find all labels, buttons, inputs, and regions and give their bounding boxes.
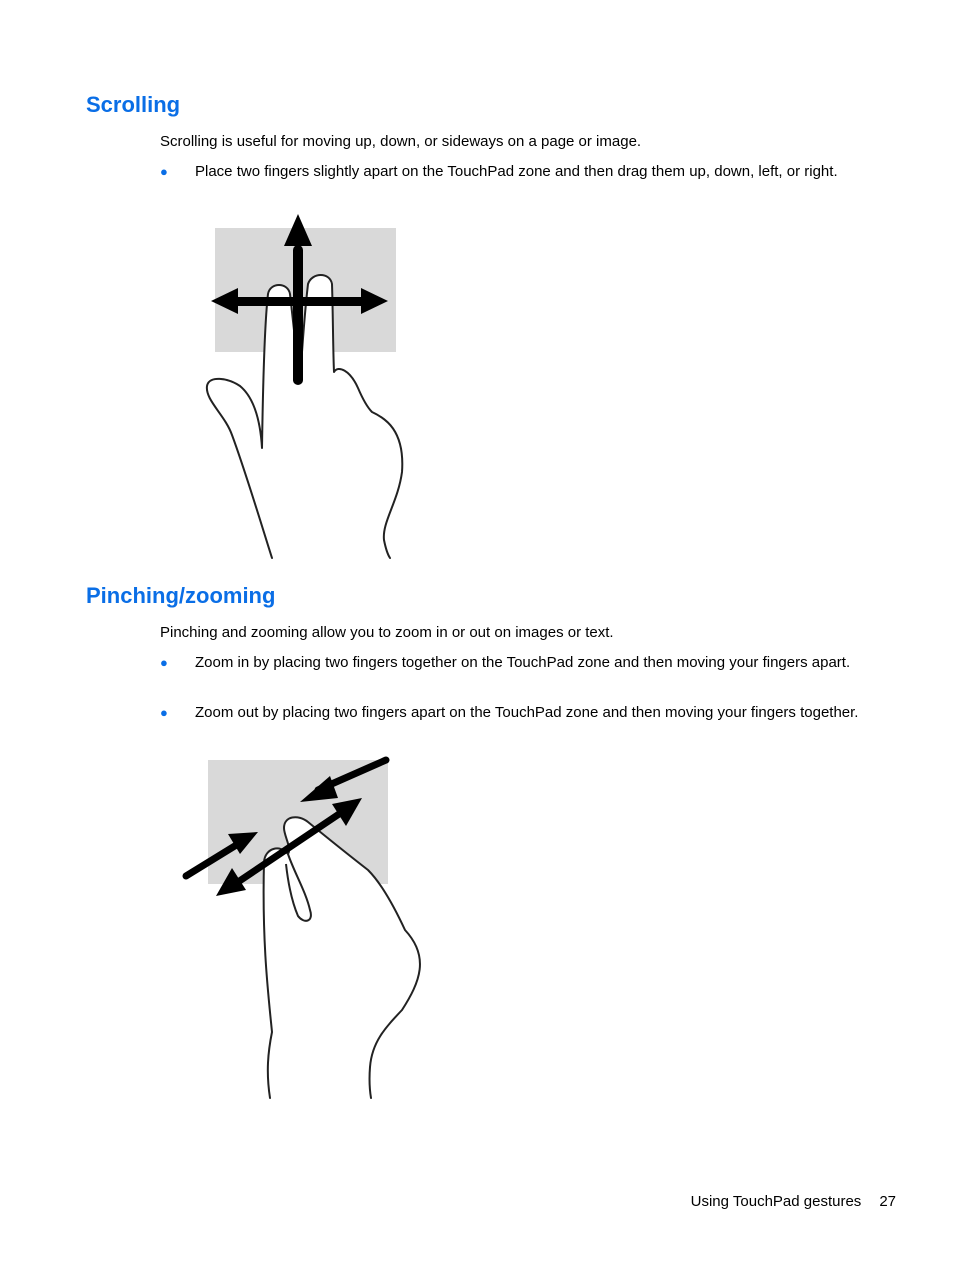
bullet-text: Place two fingers slightly apart on the TouchPad zone and then drag them up, down, left, or right. <box>195 163 838 180</box>
pinching-intro: Pinching and zooming allow you to zoom in or out on images or text. <box>160 624 614 641</box>
section-heading-pinching-zooming: Pinching/zooming <box>86 583 276 608</box>
bullet-icon: ● <box>160 655 168 670</box>
bullet-icon: ● <box>160 164 168 179</box>
page-footer <box>691 1192 896 1212</box>
footer-section-name: Using TouchPad gestures <box>690 1193 862 1210</box>
scroll-gesture-illustration <box>200 210 420 562</box>
section-heading-scrolling: Scrolling <box>86 92 181 117</box>
page-number: 27 <box>879 1193 896 1210</box>
scrolling-intro: Scrolling is useful for moving up, down, or sideways on a page or image. <box>160 133 642 150</box>
bullet-text: Zoom out by placing two fingers apart on the TouchPad zone and then moving your fingers together. <box>195 704 859 721</box>
bullet-text: Zoom in by placing two fingers together on the TouchPad zone and then moving your fingers apart. <box>195 654 851 671</box>
pinch-zoom-gesture-illustration <box>180 752 440 1104</box>
bullet-icon: ● <box>160 705 168 720</box>
